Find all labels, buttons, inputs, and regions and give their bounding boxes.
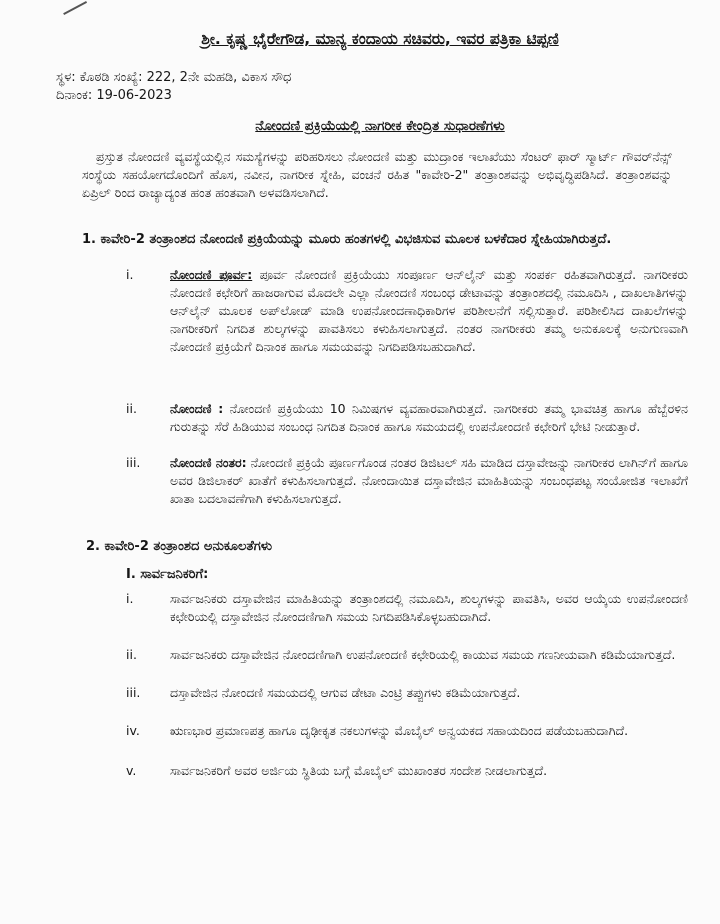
item-description: ಪೂರ್ವ ನೋಂದಣಿ ಪ್ರಕ್ರಿಯೆಯು ಸಂಪೂರ್ಣ ಆನ್‌ಲೈನ್ ಮತ್ತು ಸಂಪರ್ಕ ರಹಿತವಾಗಿರುತ್ತದೆ. ನಾಗರೀಕರು ನೋಂದಣಿ ಕಛೇರಿಗೆ ಹಾಜರಾಗುವ ಮೊದಲೇ ಎಲ್ಲಾ ನೋಂದಣಿ ಸಂಬಂಧ ಡೇಟಾವನ್ನು ತಂತ್ರಾಂಶದಲ್ಲಿ ನಮೂದಿಸಿ , ದಾಖಲಾತಿಗಳನ್ನು ಆನ್‌ಲೈನ್ ಮೂಲಕ ಅಪ್‌ಲೋಡ್ ಮಾಡಿ ಉಪನೋಂದಣಾಧಿಕಾರಿಗಳ ಪರಿಶೀಲನೆಗೆ ಸಲ್ಲಿಸುತ್ತಾರೆ. ಪರಿಶೀಲಿಸಿದ ದಾಖಲೆಗಳನ್ನು ನಾಗರೀಕರಿಗೆ ನಿಗದಿತ ಶುಲ್ಕಗಳನ್ನು ಪಾವತಿಸಲು ಕಳುಹಿಸಲಾಗುತ್ತದೆ. ನಂತರ ನಾಗರೀಕರು ತಮ್ಮ ಅನುಕೂಲಕ್ಕೆ ಅನುಗುಣವಾಗಿ ನೋಂದಣಿ ಪ್ರಕ್ರಿಯೆಗೆ ದಿನಾಂಕ ಹಾಗೂ ಸಮಯವನ್ನು ನಿಗದಿಪಡಿಸಬಹುದಾಗಿದೆ. xyxy=(170,267,688,354)
list-item-text: ಋಣಭಾರ ಪ್ರಮಾಣಪತ್ರ ಹಾಗೂ ದೃಢೀಕೃತ ನಕಲುಗಳನ್ನು ಮೊಬೈಲ್ ಅನ್ವಯಕದ ಸಹಾಯದಿಂದ ಪಡೆಯಬಹುದಾಗಿದೆ. xyxy=(170,723,629,738)
list-numeral: ii. xyxy=(126,647,137,662)
press-note-title: ಶ್ರೀ. ಕೃಷ್ಣ ಭೈರೇಗೌಡ, ಮಾನ್ಯ ಕಂದಾಯ ಸಚಿವರು, ಇವರ ಪತ್ರಿಕಾ ಟಿಪ್ಪಣಿ xyxy=(201,30,559,48)
item-label: ನೋಂದಣಿ : xyxy=(170,401,224,416)
list-numeral: i. xyxy=(126,267,134,282)
section-2-heading: 2. ಕಾವೇರಿ-2 ತಂತ್ರಾಂಶದ ಅನುಕೂಲತೆಗಳು xyxy=(86,539,273,554)
list-item-text: ದಸ್ತಾವೇಜಿನ ನೋಂದಣಿ ಸಮಯದಲ್ಲಿ ಆಗುವ ಡೇಟಾ ಎಂಟ್ರಿ ತಪ್ಪುಗಳು ಕಡಿಮೆಯಾಗುತ್ತದೆ. xyxy=(170,685,521,700)
list-item-text xyxy=(170,400,688,436)
item-label: ನೋಂದಣಿ ಪೂರ್ವ: xyxy=(170,267,253,282)
date-line: ದಿನಾಂಕ: 19-06-2023 xyxy=(56,88,172,103)
pen-mark xyxy=(63,1,87,15)
list-numeral: v. xyxy=(126,763,137,778)
list-item-text: ಸಾರ್ವಜನಿಕರಿಗೆ ಅವರ ಅರ್ಜಿಯ ಸ್ಥಿತಿಯ ಬಗ್ಗೆ ಮೊಬೈಲ್ ಮುಖಾಂತರ ಸಂದೇಶ ನೀಡಲಾಗುತ್ತದೆ. xyxy=(170,763,548,778)
list-item-text xyxy=(170,266,688,356)
list-numeral: iv. xyxy=(126,723,140,738)
item-description: ನೋಂದಣಿ ಪ್ರಕ್ರಿಯೆ ಪೂರ್ಣಗೊಂಡ ನಂತರ ಡಿಜಿಟಲ್ ಸಹಿ ಮಾಡಿದ ದಸ್ತಾವೇಜನ್ನು ನಾಗರೀಕರ ಲಾಗಿನ್‌ಗೆ ಹಾಗೂ ಅವರ ಡಿಜಿಲಾಕರ್ ಖಾತೆಗೆ ಕಳುಹಿಸಲಾಗುತ್ತದೆ. ನೋಂದಾಯಿತ ದಸ್ತಾವೇಜಿನ ಮಾಹಿತಿಯನ್ನು ಸಂಬಂಧಪಟ್ಟ ಸಂಯೋಜಿತ ಇಲಾಖೆಗೆ ಖಾತಾ ಬದಲಾವಣೆಗಾಗಿ ಕಳುಹಿಸಲಾಗುತ್ತದೆ. xyxy=(170,455,688,506)
section-2-subheading: I. ಸಾರ್ವಜನಿಕರಿಗೆ: xyxy=(126,567,209,582)
list-numeral: i. xyxy=(126,591,134,606)
list-item-text: ಸಾರ್ವಜನಿಕರು ದಸ್ತಾವೇಜಿನ ಮಾಹಿತಿಯನ್ನು ತಂತ್ರಾಂಶದಲ್ಲಿ ನಮೂದಿಸಿ, ಶುಲ್ಕಗಳನ್ನು ಪಾವತಿಸಿ, ಅವರ ಆಯ್ಕೆಯ ಉಪನೋಂದಣಿ ಕಛೇರಿಯಲ್ಲಿ ದಸ್ತಾವೇಜಿನ ನೋಂದಣಿಗಾಗಿ ಸಮಯ ನಿಗದಿಪಡಿಸಿಕೊಳ್ಳಬಹುದಾಗಿದೆ. xyxy=(170,591,688,624)
venue-line: ಸ್ಥಳ: ಕೊಠಡಿ ಸಂಖ್ಯೆ: 222, 2ನೇ ಮಹಡಿ, ವಿಕಾಸ ಸೌಧ xyxy=(56,70,292,85)
list-numeral: ii. xyxy=(126,401,137,416)
intro-paragraph: ಪ್ರಸ್ತುತ ನೋಂದಣಿ ವ್ಯವಸ್ಥೆಯಲ್ಲಿನ ಸಮಸ್ಯೆಗಳನ್ನು ಪರಿಹರಿಸಲು ನೋಂದಣಿ ಮತ್ತು ಮುದ್ರಾಂಕ ಇಲಾಖೆಯು ಸೆಂಟರ್ ಫಾರ್ ಸ್ಮಾರ್ಟ್ ಗೌವರ್‌ನೆನ್ಸ್ ಸಂಸ್ಥೆಯ ಸಹಯೋಗದೊಂದಿಗೆ ಹೊಸ, ನವೀನ, ನಾಗರೀಕ ಸ್ನೇಹಿ, ವಂಚನೆ ರಹಿತ "ಕಾವೇರಿ-2" ತಂತ್ರಾಂಶವನ್ನು ಅಭಿವೃದ್ಧಿಪಡಿಸಿದೆ. ತಂತ್ರಾಂಶವನ್ನು ಏಪ್ರಿಲ್ ರಿಂದ ರಾಜ್ಯಾದ್ಯಂತ ಹಂತ ಹಂತವಾಗಿ ಅಳವಡಿಸಲಾಗಿದೆ. xyxy=(82,149,672,200)
list-numeral: iii. xyxy=(126,455,141,470)
item-description: ನೋಂದಣಿ ಪ್ರಕ್ರಿಯೆಯು 10 ನಿಮಿಷಗಳ ವ್ಯವಹಾರವಾಗಿರುತ್ತದೆ. ನಾಗರೀಕರು ತಮ್ಮ ಭಾವಚಿತ್ರ ಹಾಗೂ ಹೆಬ್ಬೆರಳಿನ ಗುರುತನ್ನು ಸೆರೆ ಹಿಡಿಯುವ ಸಂಬಂಧ ನಿಗದಿತ ದಿನಾಂಕ ಹಾಗೂ ಸಮಯದಲ್ಲಿ ಉಪನೋಂದಣಿ ಕಛೇರಿಗೆ ಭೇಟಿ ನೀಡುತ್ತಾರೆ. xyxy=(170,401,688,434)
item-label: ನೋಂದಣಿ ನಂತರ: xyxy=(170,455,247,470)
list-item-text: ಸಾರ್ವಜನಿಕರು ದಸ್ತಾವೇಜಿನ ನೋಂದಣಿಗಾಗಿ ಉಪನೋಂದಣಿ ಕಛೇರಿಯಲ್ಲಿ ಕಾಯುವ ಸಮಯ ಗಣನೀಯವಾಗಿ ಕಡಿಮೆಯಾಗುತ್ತದೆ. xyxy=(170,647,676,662)
section-1-heading: 1. ಕಾವೇರಿ-2 ತಂತ್ರಾಂಶದ ನೋಂದಣಿ ಪ್ರಕ್ರಿಯೆಯನ್ನು ಮೂರು ಹಂತಗಳಲ್ಲಿ ವಿಭಜಿಸುವ ಮೂಲಕ ಬಳಕೆದಾರ ಸ್ನೇಹಿಯಾಗಿರುತ್ತದೆ. xyxy=(82,232,612,247)
list-numeral: iii. xyxy=(126,685,141,700)
list-item-text xyxy=(170,454,688,508)
section-title: ನೋಂದಣಿ ಪ್ರಕ್ರಿಯೆಯಲ್ಲಿ ನಾಗರೀಕ ಕೇಂದ್ರಿತ ಸುಧಾರಣೆಗಳು xyxy=(255,118,505,134)
